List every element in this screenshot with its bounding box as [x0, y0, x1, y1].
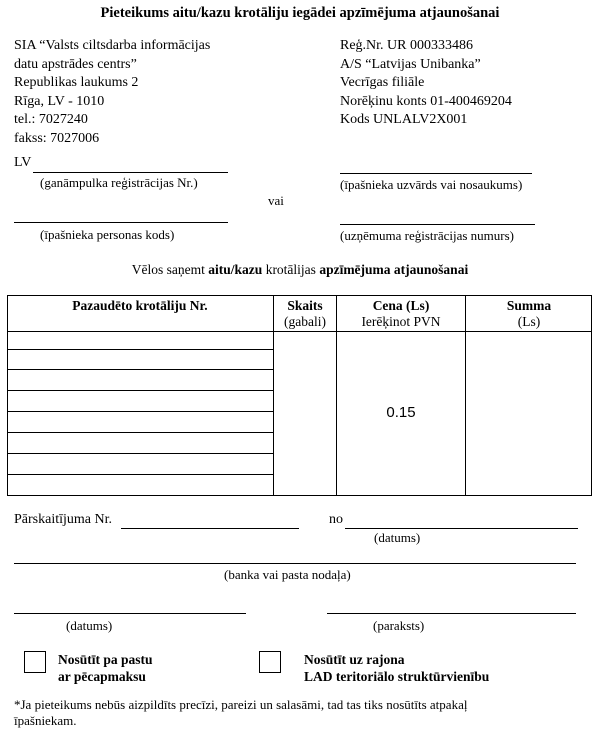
table-row[interactable] [7, 453, 273, 454]
post-delivery-checkbox[interactable] [24, 651, 46, 673]
col-tag-number-header: Pazaudēto krotāliju Nr. [72, 298, 208, 313]
col-sum-header: Summa (Ls) [506, 298, 552, 329]
date-field[interactable] [14, 613, 246, 614]
lv-prefix: LV [14, 155, 32, 170]
invoice-label: Pārskaitījuma Nr. [14, 512, 112, 527]
owner-name-caption: (īpašnieka uzvārds vai nosaukums) [340, 177, 523, 192]
table-row[interactable] [7, 474, 273, 475]
owner-id-caption: (īpašnieka personas kods) [40, 227, 175, 242]
from-label: no [329, 512, 343, 527]
signature-field[interactable] [327, 613, 576, 614]
table-row[interactable] [7, 411, 273, 412]
date-caption: (datums) [66, 618, 113, 633]
or-label: vai [268, 193, 284, 208]
district-delivery-label: Nosūtīt uz rajona LAD teritoriālo struktūrvienību [304, 652, 490, 684]
company-reg-field[interactable] [340, 224, 535, 225]
table-divider [336, 295, 337, 496]
signature-caption: (paraksts) [373, 618, 425, 633]
table-row[interactable] [7, 349, 273, 350]
district-delivery-checkbox[interactable] [259, 651, 281, 673]
table-row[interactable] [7, 390, 273, 391]
company-reg-caption: (uzņēmuma reģistrācijas numurs) [340, 228, 514, 243]
table-row[interactable] [7, 432, 273, 433]
col-count-header: Skaits (gabali) [284, 298, 326, 329]
post-delivery-label: Nosūtīt pa pastu ar pēcapmaksu [58, 652, 153, 684]
bank-caption: (banka vai pasta nodaļa) [224, 567, 351, 582]
request-line: Vēlos saņemt aitu/kazu krotālijas apzīmējuma atjaunošanai [131, 262, 469, 277]
herd-reg-field[interactable] [33, 172, 228, 173]
table-header-rule [7, 331, 592, 332]
owner-name-field[interactable] [340, 173, 532, 174]
form-title: Pieteikums aitu/kazu krotāliju iegādei apzīmējuma atjaunošanai [100, 5, 500, 21]
bank-details: Reģ.Nr. UR 000333486 A/S “Latvijas Unibanka” Vecrīgas filiāle Norēķinu konts 01-400469204 Kods UNLALV2X001 [340, 38, 512, 127]
price-value: 0.15 [386, 404, 416, 421]
table-divider [273, 295, 274, 496]
owner-id-field[interactable] [14, 222, 228, 223]
footnote: *Ja pieteikums nebūs aizpildīts precīzi, pareizi un salasāmi, tad tas tiks nosūtīts atpakaļ īpašniekam. [14, 697, 468, 728]
table-divider [465, 295, 466, 496]
col-price-header: Cena (Ls) Ierēķinot PVN [361, 298, 441, 329]
herd-reg-caption: (ganāmpulka reģistrācijas Nr.) [40, 175, 198, 190]
table-row[interactable] [7, 369, 273, 370]
invoice-date-field[interactable] [345, 528, 578, 529]
sender-address: SIA “Valsts ciltsdarba informācijas datu apstrādes centrs” Republikas laukums 2 Rīga, LV - 1010 tel.: 7027240 fakss: 7027006 [14, 38, 211, 146]
invoice-number-field[interactable] [121, 528, 299, 529]
bank-field[interactable] [14, 563, 576, 564]
invoice-date-caption: (datums) [374, 530, 421, 545]
